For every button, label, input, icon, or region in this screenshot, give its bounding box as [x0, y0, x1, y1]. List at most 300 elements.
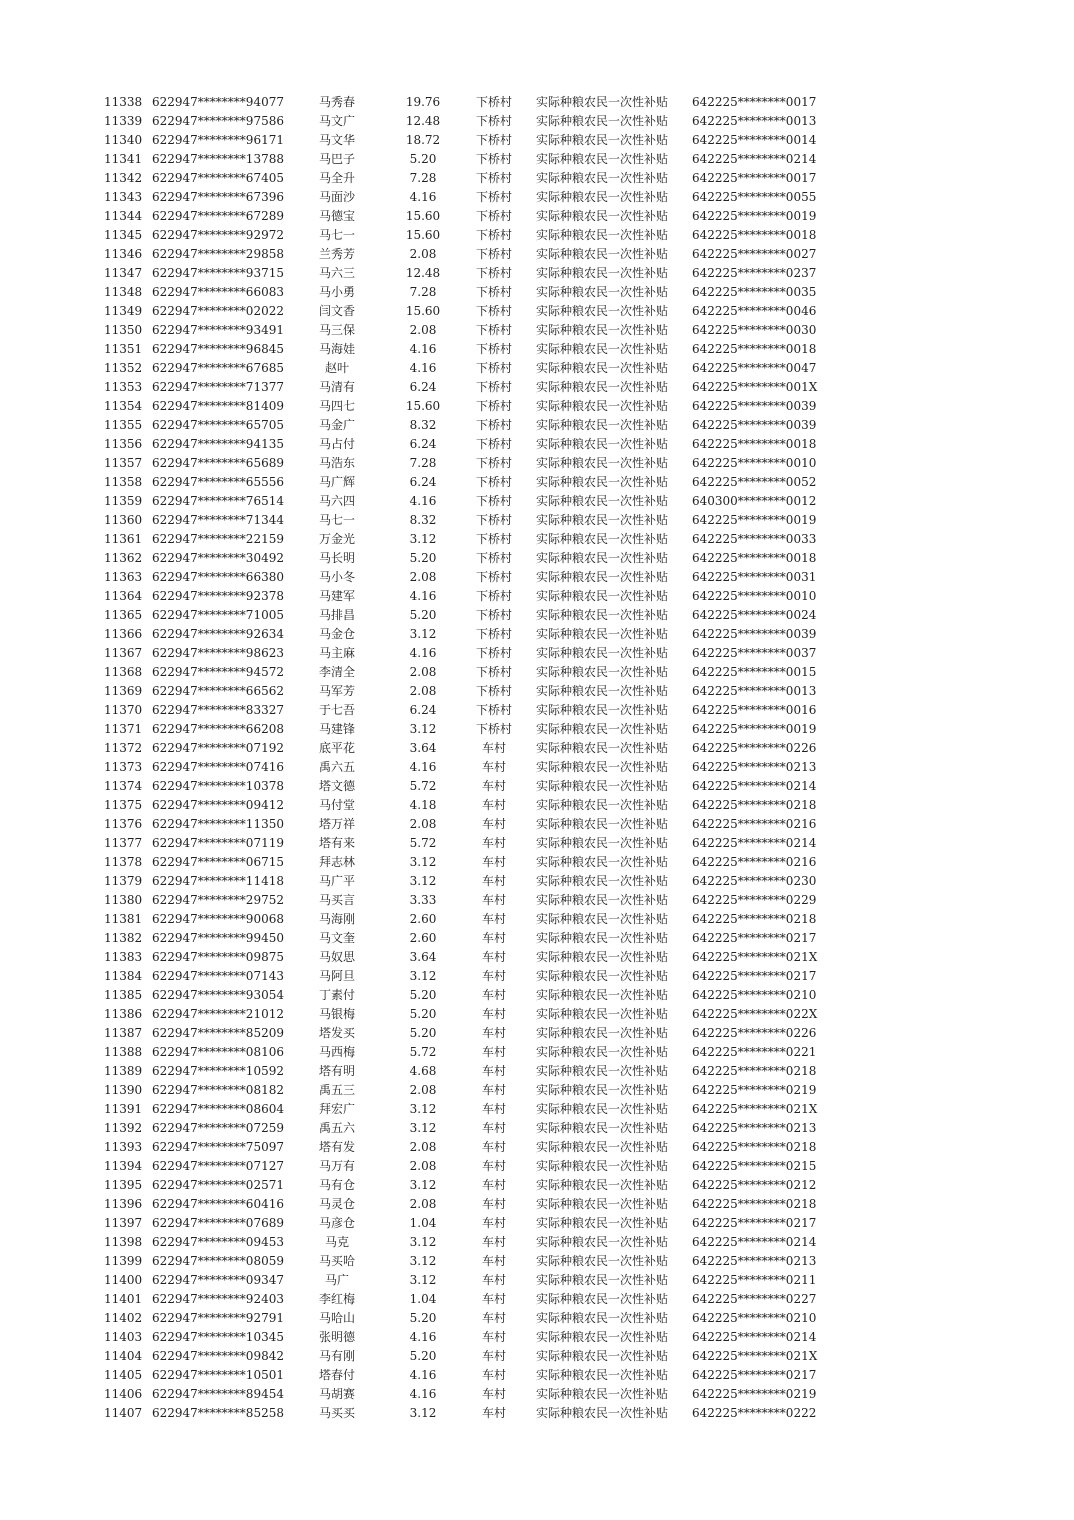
subsidy-amount: 6.24: [409, 437, 437, 451]
id-number: 642225********0013: [692, 114, 817, 128]
village-name: 车村: [481, 1083, 506, 1097]
table-row: [0, 416, 1074, 435]
bank-card-number: 622947********29752: [152, 893, 284, 907]
table-row: [0, 720, 1074, 739]
bank-card-number: 622947********29858: [152, 247, 284, 261]
id-number: 642225********0047: [692, 361, 817, 375]
subsidy-type: 实际种粮农民一次性补贴: [536, 1330, 669, 1344]
subsidy-type: 实际种粮农民一次性补贴: [536, 722, 669, 736]
farmer-name: 马占付: [318, 437, 355, 451]
subsidy-type: 实际种粮农民一次性补贴: [536, 646, 669, 660]
subsidy-amount: 6.24: [409, 380, 437, 394]
id-number: 642225********0221: [692, 1045, 817, 1059]
village-name: 下桥村: [475, 190, 512, 204]
row-number: 11383: [104, 950, 143, 964]
id-number: 642225********0219: [692, 1083, 817, 1097]
id-number: 642225********0219: [692, 1387, 817, 1401]
row-number: 11359: [104, 494, 143, 508]
table-row: [0, 758, 1074, 777]
bank-card-number: 622947********85258: [152, 1406, 284, 1420]
farmer-name: 马买哈: [318, 1254, 355, 1268]
id-number: 642225********0213: [692, 1254, 817, 1268]
subsidy-amount: 15.60: [405, 304, 441, 318]
table-row: [0, 1005, 1074, 1024]
subsidy-type: 实际种粮农民一次性补贴: [536, 1349, 669, 1363]
village-name: 车村: [481, 893, 506, 907]
row-number: 11368: [104, 665, 143, 679]
table-row: [0, 454, 1074, 473]
subsidy-type: 实际种粮农民一次性补贴: [536, 1273, 669, 1287]
village-name: 下桥村: [475, 95, 512, 109]
subsidy-type: 实际种粮农民一次性补贴: [536, 361, 669, 375]
farmer-name: 万金光: [318, 532, 355, 546]
bank-card-number: 622947********98623: [152, 646, 284, 660]
subsidy-type: 实际种粮农民一次性补贴: [536, 836, 669, 850]
subsidy-type: 实际种粮农民一次性补贴: [536, 1216, 669, 1230]
subsidy-amount: 2.08: [409, 665, 437, 679]
table-row: [0, 549, 1074, 568]
subsidy-amount: 8.32: [409, 418, 437, 432]
bank-card-number: 622947********09412: [152, 798, 284, 812]
table-row: [0, 302, 1074, 321]
row-number: 11407: [104, 1406, 143, 1420]
subsidy-type: 实际种粮农民一次性补贴: [536, 1045, 669, 1059]
village-name: 下桥村: [475, 589, 512, 603]
subsidy-amount: 4.16: [409, 1387, 437, 1401]
bank-card-number: 622947********93054: [152, 988, 284, 1002]
subsidy-amount: 4.16: [409, 1330, 437, 1344]
table-row: [0, 910, 1074, 929]
row-number: 11370: [104, 703, 143, 717]
row-number: 11397: [104, 1216, 143, 1230]
table-row: [0, 815, 1074, 834]
farmer-name: 马六三: [318, 266, 355, 280]
row-number: 11348: [104, 285, 143, 299]
row-number: 11387: [104, 1026, 143, 1040]
farmer-name: 马小勇: [318, 285, 355, 299]
row-number: 11374: [104, 779, 143, 793]
village-name: 下桥村: [475, 399, 512, 413]
subsidy-amount: 4.68: [409, 1064, 437, 1078]
village-name: 下桥村: [475, 551, 512, 565]
farmer-name: 马有刚: [318, 1349, 355, 1363]
bank-card-number: 622947********75097: [152, 1140, 284, 1154]
table-row: [0, 568, 1074, 587]
bank-card-number: 622947********09842: [152, 1349, 284, 1363]
id-number: 642225********021X: [692, 1349, 818, 1363]
farmer-name: 马长明: [318, 551, 355, 565]
subsidy-type: 实际种粮农民一次性补贴: [536, 1064, 669, 1078]
bank-card-number: 622947********71005: [152, 608, 284, 622]
table-row: [0, 834, 1074, 853]
table-row: [0, 777, 1074, 796]
village-name: 下桥村: [475, 323, 512, 337]
farmer-name: 马金仓: [318, 627, 355, 641]
row-number: 11401: [104, 1292, 143, 1306]
farmer-name: 马广辉: [318, 475, 355, 489]
farmer-name: 拜宏广: [318, 1102, 355, 1116]
village-name: 下桥村: [475, 418, 512, 432]
id-number: 642225********0018: [692, 551, 817, 565]
row-number: 11365: [104, 608, 143, 622]
farmer-name: 马建锋: [318, 722, 355, 736]
subsidy-amount: 3.12: [409, 722, 437, 736]
table-row: [0, 1081, 1074, 1100]
row-number: 11338: [104, 95, 143, 109]
table-row: [0, 1385, 1074, 1404]
table-row: [0, 340, 1074, 359]
subsidy-amount: 3.12: [409, 1121, 437, 1135]
bank-card-number: 622947********93491: [152, 323, 284, 337]
row-number: 11346: [104, 247, 143, 261]
subsidy-type: 实际种粮农民一次性补贴: [536, 532, 669, 546]
bank-card-number: 622947********07259: [152, 1121, 284, 1135]
row-number: 11381: [104, 912, 143, 926]
farmer-name: 塔万祥: [318, 817, 355, 831]
village-name: 车村: [481, 931, 506, 945]
id-number: 642225********0031: [692, 570, 817, 584]
id-number: 642225********0218: [692, 1064, 817, 1078]
subsidy-amount: 5.20: [409, 1349, 437, 1363]
bank-card-number: 622947********67685: [152, 361, 284, 375]
farmer-name: 赵叶: [324, 361, 349, 375]
row-number: 11393: [104, 1140, 143, 1154]
table-row: [0, 1176, 1074, 1195]
row-number: 11392: [104, 1121, 143, 1135]
village-name: 下桥村: [475, 342, 512, 356]
row-number: 11345: [104, 228, 143, 242]
id-number: 642225********0018: [692, 342, 817, 356]
village-name: 下桥村: [475, 570, 512, 584]
village-name: 车村: [481, 1311, 506, 1325]
village-name: 下桥村: [475, 665, 512, 679]
subsidy-amount: 5.20: [409, 1026, 437, 1040]
farmer-name: 马西梅: [318, 1045, 355, 1059]
subsidy-amount: 15.60: [405, 209, 441, 223]
subsidy-type: 实际种粮农民一次性补贴: [536, 266, 669, 280]
subsidy-type: 实际种粮农民一次性补贴: [536, 1387, 669, 1401]
row-number: 11372: [104, 741, 143, 755]
subsidy-amount: 2.60: [409, 912, 437, 926]
farmer-name: 马广平: [318, 874, 355, 888]
id-number: 642225********0055: [692, 190, 817, 204]
village-name: 车村: [481, 741, 506, 755]
table-row: [0, 606, 1074, 625]
village-name: 车村: [481, 1330, 506, 1344]
table-row: [0, 359, 1074, 378]
row-number: 11405: [104, 1368, 143, 1382]
row-number: 11360: [104, 513, 143, 527]
subsidy-amount: 1.04: [409, 1292, 437, 1306]
table-row: [0, 739, 1074, 758]
id-number: 642225********0214: [692, 1330, 817, 1344]
subsidy-type: 实际种粮农民一次性补贴: [536, 190, 669, 204]
id-number: 642225********0014: [692, 133, 817, 147]
row-number: 11361: [104, 532, 143, 546]
subsidy-type: 实际种粮农民一次性补贴: [536, 418, 669, 432]
farmer-name: 禹五六: [318, 1121, 355, 1135]
row-number: 11339: [104, 114, 143, 128]
id-number: 642225********0216: [692, 817, 817, 831]
farmer-name: 马全升: [318, 171, 355, 185]
subsidy-type: 实际种粮农民一次性补贴: [536, 399, 669, 413]
village-name: 车村: [481, 1064, 506, 1078]
village-name: 车村: [481, 1178, 506, 1192]
farmer-name: 马彦仓: [318, 1216, 355, 1230]
id-number: 642225********0226: [692, 741, 817, 755]
row-number: 11382: [104, 931, 143, 945]
subsidy-amount: 2.08: [409, 323, 437, 337]
subsidy-amount: 2.08: [409, 684, 437, 698]
subsidy-amount: 3.12: [409, 1273, 437, 1287]
table-row: [0, 663, 1074, 682]
subsidy-type: 实际种粮农民一次性补贴: [536, 988, 669, 1002]
village-name: 车村: [481, 1197, 506, 1211]
village-name: 下桥村: [475, 608, 512, 622]
id-number: 642225********0037: [692, 646, 817, 660]
subsidy-type: 实际种粮农民一次性补贴: [536, 285, 669, 299]
bank-card-number: 622947********81409: [152, 399, 284, 413]
village-name: 下桥村: [475, 684, 512, 698]
id-number: 642225********0213: [692, 1121, 817, 1135]
bank-card-number: 622947********76514: [152, 494, 284, 508]
subsidy-type: 实际种粮农民一次性补贴: [536, 456, 669, 470]
village-name: 下桥村: [475, 513, 512, 527]
farmer-name: 塔春付: [318, 1368, 355, 1382]
bank-card-number: 622947********65556: [152, 475, 284, 489]
bank-card-number: 622947********99450: [152, 931, 284, 945]
subsidy-amount: 2.08: [409, 570, 437, 584]
bank-card-number: 622947********96171: [152, 133, 284, 147]
village-name: 下桥村: [475, 532, 512, 546]
bank-card-number: 622947********92378: [152, 589, 284, 603]
subsidy-amount: 5.20: [409, 988, 437, 1002]
table-row: [0, 986, 1074, 1005]
subsidy-type: 实际种粮农民一次性补贴: [536, 741, 669, 755]
id-number: 642225********0217: [692, 931, 817, 945]
row-number: 11391: [104, 1102, 143, 1116]
subsidy-type: 实际种粮农民一次性补贴: [536, 665, 669, 679]
id-number: 642225********0226: [692, 1026, 817, 1040]
subsidy-amount: 3.12: [409, 1235, 437, 1249]
table-row: [0, 492, 1074, 511]
subsidy-amount: 3.12: [409, 855, 437, 869]
row-number: 11404: [104, 1349, 143, 1363]
subsidy-type: 实际种粮农民一次性补贴: [536, 912, 669, 926]
id-number: 642225********0039: [692, 418, 817, 432]
farmer-name: 马四七: [318, 399, 355, 413]
farmer-name: 底平花: [318, 741, 355, 755]
bank-card-number: 622947********13788: [152, 152, 284, 166]
subsidy-type: 实际种粮农民一次性补贴: [536, 494, 669, 508]
farmer-name: 马克: [324, 1235, 349, 1249]
farmer-name: 马广: [324, 1273, 349, 1287]
row-number: 11406: [104, 1387, 143, 1401]
subsidy-amount: 5.20: [409, 608, 437, 622]
farmer-name: 马有仓: [318, 1178, 355, 1192]
id-number: 642225********022X: [692, 1007, 818, 1021]
subsidy-amount: 7.28: [409, 456, 437, 470]
farmer-name: 马海刚: [318, 912, 355, 926]
id-number: 642225********0215: [692, 1159, 817, 1173]
village-name: 下桥村: [475, 133, 512, 147]
bank-card-number: 622947********83327: [152, 703, 284, 717]
bank-card-number: 622947********09875: [152, 950, 284, 964]
subsidy-amount: 19.76: [405, 95, 441, 109]
subsidy-amount: 5.20: [409, 551, 437, 565]
subsidy-amount: 3.12: [409, 1102, 437, 1116]
subsidy-amount: 4.16: [409, 760, 437, 774]
subsidy-type: 实际种粮农民一次性补贴: [536, 893, 669, 907]
subsidy-amount: 15.60: [405, 228, 441, 242]
table-row: [0, 473, 1074, 492]
farmer-name: 塔有发: [318, 1140, 355, 1154]
farmer-name: 马主麻: [318, 646, 355, 660]
farmer-name: 禹五三: [318, 1083, 355, 1097]
table-row: [0, 1347, 1074, 1366]
id-number: 642225********0017: [692, 171, 817, 185]
row-number: 11384: [104, 969, 143, 983]
farmer-name: 李红梅: [318, 1292, 355, 1306]
id-number: 642225********0217: [692, 969, 817, 983]
subsidy-amount: 6.24: [409, 703, 437, 717]
table-row: [0, 796, 1074, 815]
table-row: [0, 1195, 1074, 1214]
bank-card-number: 622947********65689: [152, 456, 284, 470]
table-row: [0, 93, 1074, 112]
farmer-name: 禹六五: [318, 760, 355, 774]
id-number: 642225********0237: [692, 266, 817, 280]
bank-card-number: 622947********07127: [152, 1159, 284, 1173]
subsidy-type: 实际种粮农民一次性补贴: [536, 1178, 669, 1192]
id-number: 642225********0052: [692, 475, 817, 489]
table-row: [0, 1214, 1074, 1233]
table-row: [0, 625, 1074, 644]
village-name: 车村: [481, 1349, 506, 1363]
village-name: 下桥村: [475, 380, 512, 394]
row-number: 11362: [104, 551, 143, 565]
table-row: [0, 283, 1074, 302]
row-number: 11398: [104, 1235, 143, 1249]
farmer-name: 于七吾: [318, 703, 355, 717]
farmer-name: 马哈山: [318, 1311, 355, 1325]
bank-card-number: 622947********10592: [152, 1064, 284, 1078]
farmer-name: 闫文香: [318, 304, 355, 318]
table-row: [0, 1233, 1074, 1252]
id-number: 642225********0216: [692, 855, 817, 869]
subsidy-type: 实际种粮农民一次性补贴: [536, 760, 669, 774]
row-number: 11395: [104, 1178, 143, 1192]
row-number: 11357: [104, 456, 143, 470]
subsidy-type: 实际种粮农民一次性补贴: [536, 1406, 669, 1420]
table-row: [0, 226, 1074, 245]
bank-card-number: 622947********07119: [152, 836, 284, 850]
farmer-name: 马银梅: [318, 1007, 355, 1021]
village-name: 车村: [481, 912, 506, 926]
bank-card-number: 622947********97586: [152, 114, 284, 128]
bank-card-number: 622947********92791: [152, 1311, 284, 1325]
farmer-name: 马军芳: [318, 684, 355, 698]
table-row: [0, 1328, 1074, 1347]
village-name: 下桥村: [475, 247, 512, 261]
farmer-name: 马万有: [318, 1159, 355, 1173]
village-name: 下桥村: [475, 361, 512, 375]
bank-card-number: 622947********94077: [152, 95, 284, 109]
bank-card-number: 622947********07192: [152, 741, 284, 755]
table-row: [0, 1062, 1074, 1081]
subsidy-amount: 3.12: [409, 532, 437, 546]
village-name: 车村: [481, 1406, 506, 1420]
farmer-name: 塔有来: [318, 836, 355, 850]
row-number: 11340: [104, 133, 143, 147]
row-number: 11388: [104, 1045, 143, 1059]
farmer-name: 塔发买: [318, 1026, 355, 1040]
village-name: 车村: [481, 1140, 506, 1154]
village-name: 车村: [481, 1387, 506, 1401]
subsidy-type: 实际种粮农民一次性补贴: [536, 950, 669, 964]
village-name: 车村: [481, 1254, 506, 1268]
subsidy-type: 实际种粮农民一次性补贴: [536, 1159, 669, 1173]
farmer-name: 马买言: [318, 893, 355, 907]
subsidy-amount: 5.72: [409, 836, 437, 850]
subsidy-amount: 2.08: [409, 1083, 437, 1097]
subsidy-type: 实际种粮农民一次性补贴: [536, 1368, 669, 1382]
subsidy-amount: 5.72: [409, 779, 437, 793]
id-number: 642225********0010: [692, 456, 817, 470]
id-number: 642225********0213: [692, 760, 817, 774]
table-row: [0, 644, 1074, 663]
subsidy-amount: 1.04: [409, 1216, 437, 1230]
table-row: [0, 1271, 1074, 1290]
id-number: 642225********0210: [692, 1311, 817, 1325]
bank-card-number: 622947********85209: [152, 1026, 284, 1040]
village-name: 下桥村: [475, 228, 512, 242]
id-number: 642225********0030: [692, 323, 817, 337]
row-number: 11377: [104, 836, 143, 850]
table-row: [0, 188, 1074, 207]
bank-card-number: 622947********93715: [152, 266, 284, 280]
farmer-name: 马秀春: [318, 95, 355, 109]
table-row: [0, 378, 1074, 397]
village-name: 下桥村: [475, 304, 512, 318]
row-number: 11342: [104, 171, 143, 185]
village-name: 车村: [481, 1273, 506, 1287]
subsidy-amount: 8.32: [409, 513, 437, 527]
subsidy-type: 实际种粮农民一次性补贴: [536, 95, 669, 109]
id-number: 642225********0039: [692, 627, 817, 641]
bank-card-number: 622947********06715: [152, 855, 284, 869]
table-row: [0, 207, 1074, 226]
bank-card-number: 622947********10501: [152, 1368, 284, 1382]
table-row: [0, 245, 1074, 264]
village-name: 下桥村: [475, 456, 512, 470]
subsidy-type: 实际种粮农民一次性补贴: [536, 1197, 669, 1211]
id-number: 642225********0222: [692, 1406, 817, 1420]
subsidy-type: 实际种粮农民一次性补贴: [536, 247, 669, 261]
subsidy-type: 实际种粮农民一次性补贴: [536, 1121, 669, 1135]
subsidy-type: 实际种粮农民一次性补贴: [536, 380, 669, 394]
farmer-name: 马金广: [318, 418, 355, 432]
subsidy-type: 实际种粮农民一次性补贴: [536, 475, 669, 489]
bank-card-number: 622947********71377: [152, 380, 284, 394]
subsidy-type: 实际种粮农民一次性补贴: [536, 703, 669, 717]
farmer-name: 马七一: [318, 228, 355, 242]
id-number: 642225********0210: [692, 988, 817, 1002]
bank-card-number: 622947********08182: [152, 1083, 284, 1097]
subsidy-type: 实际种粮农民一次性补贴: [536, 1292, 669, 1306]
table-row: [0, 131, 1074, 150]
id-number: 642225********0039: [692, 399, 817, 413]
